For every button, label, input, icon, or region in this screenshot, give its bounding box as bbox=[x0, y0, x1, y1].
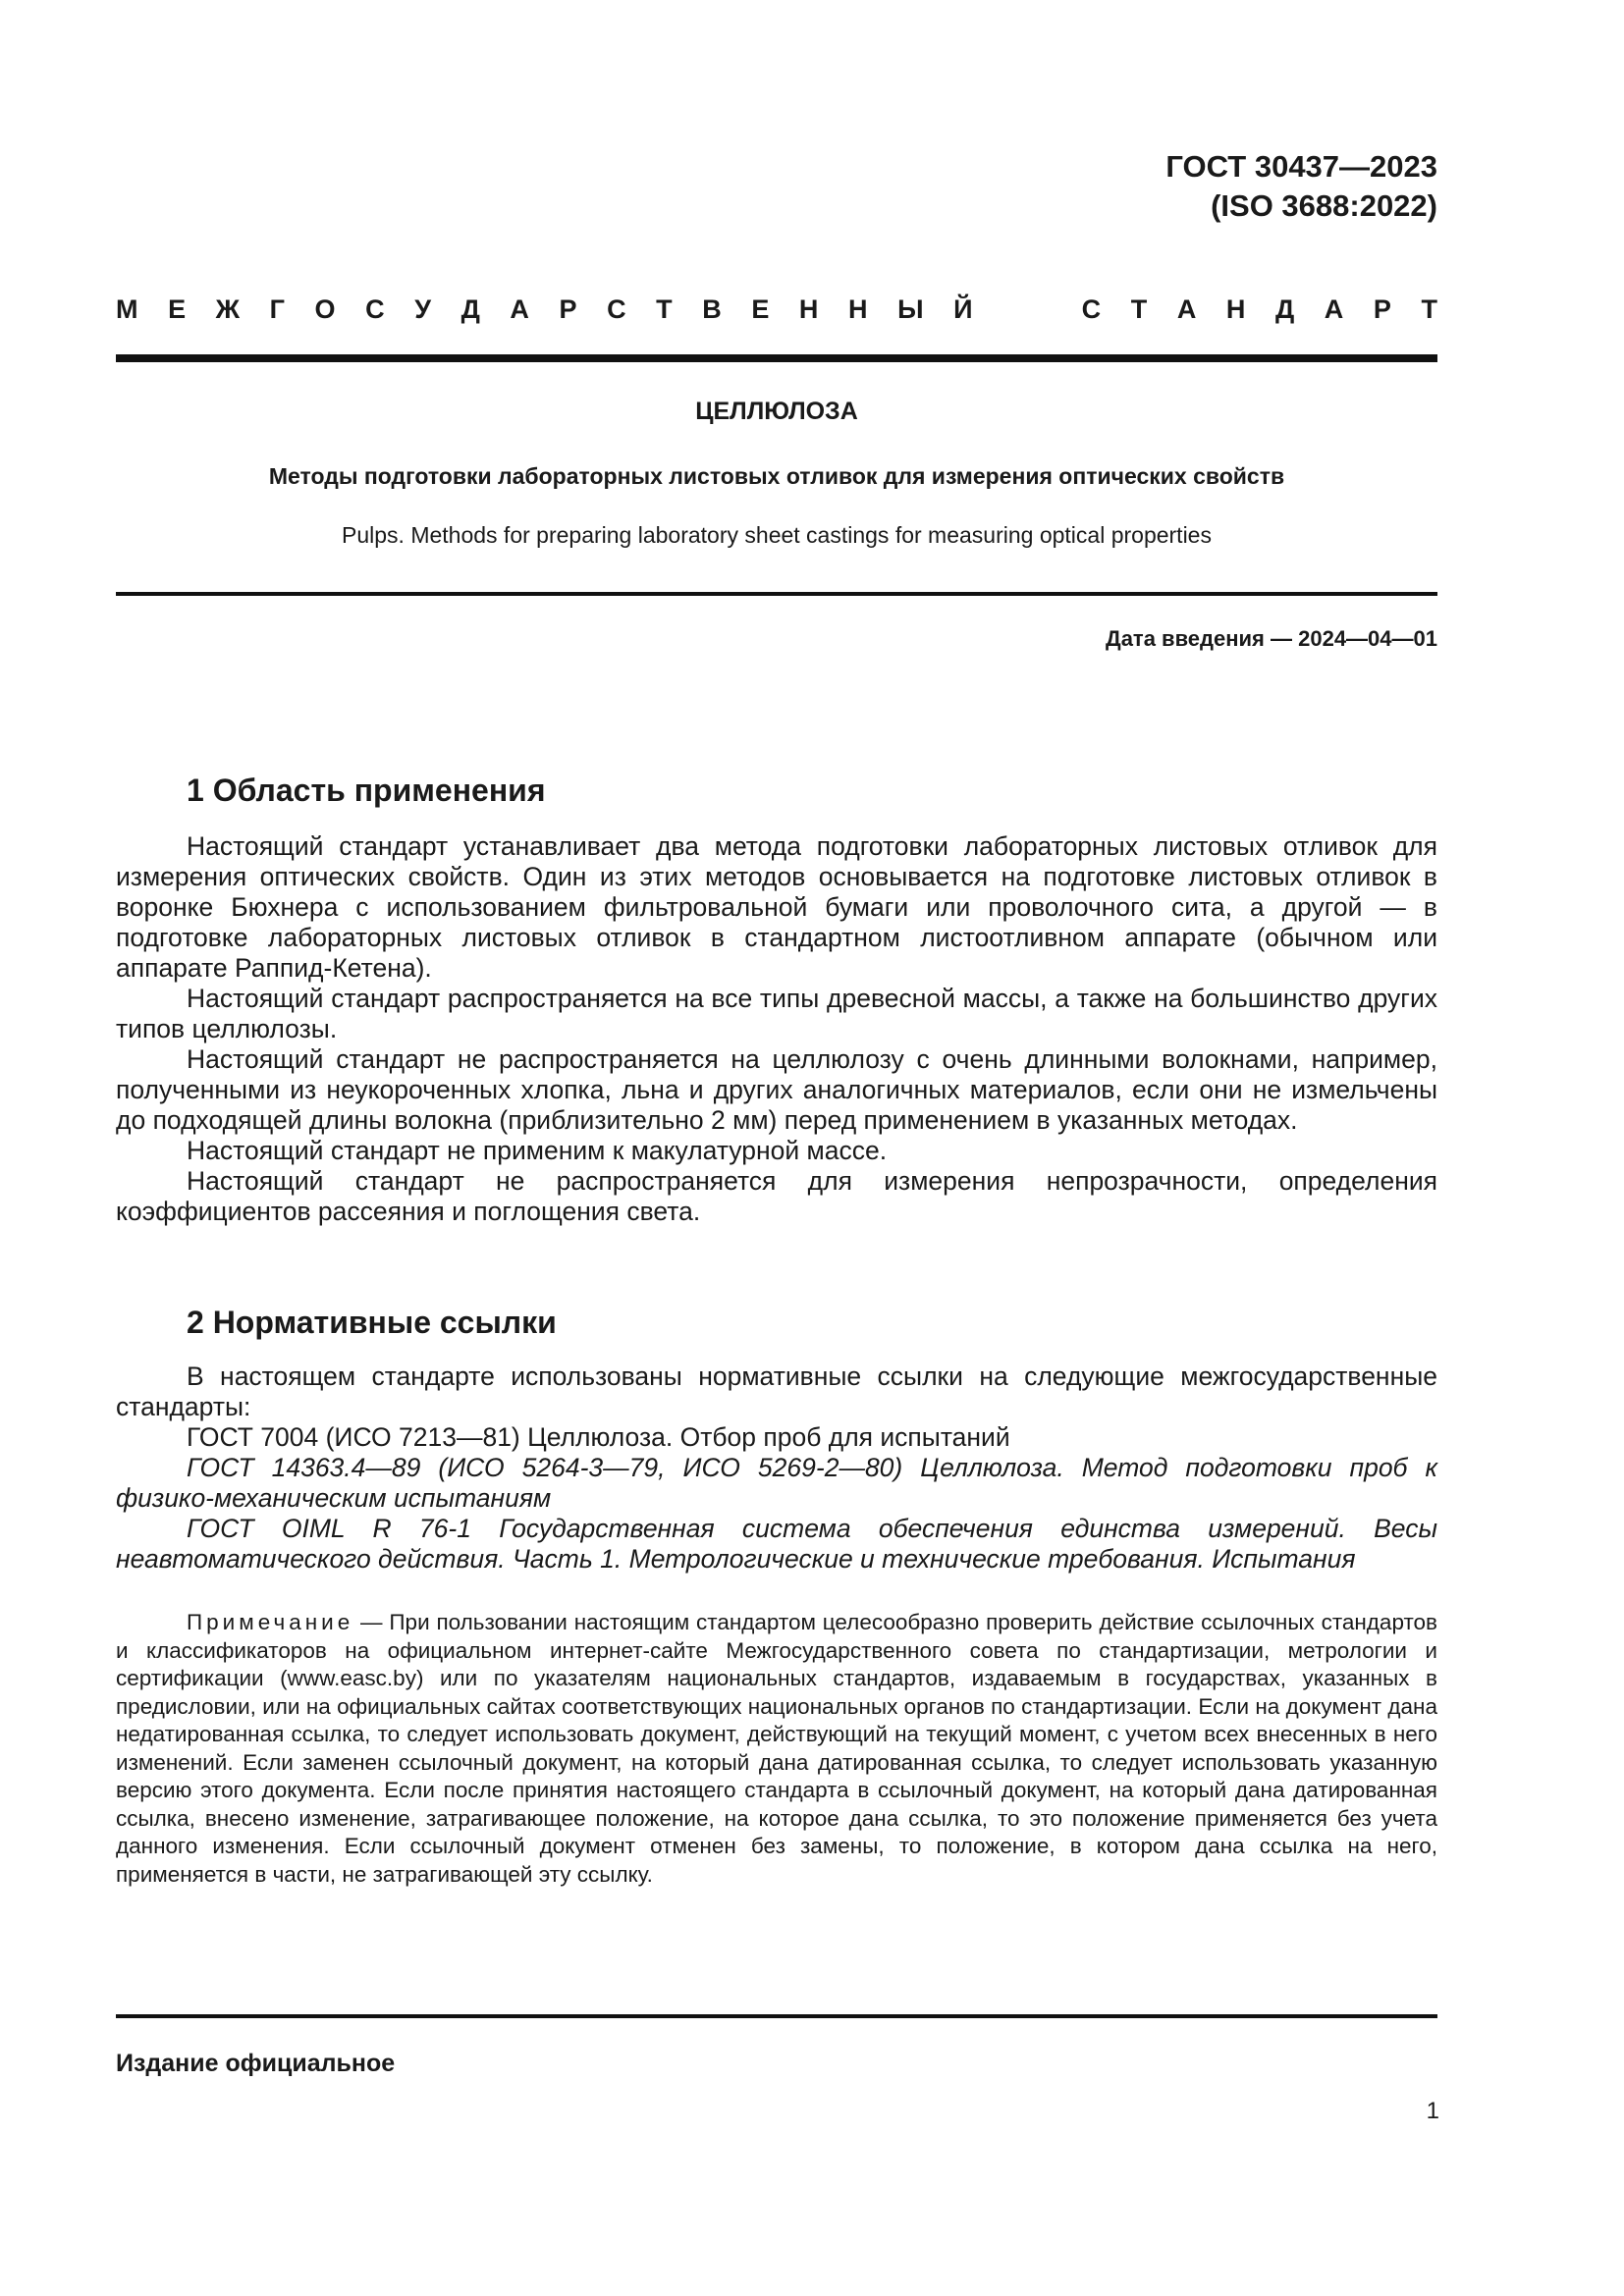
banner-letter: Й bbox=[953, 294, 973, 324]
note-block bbox=[116, 1609, 1437, 1889]
banner-letter: Е bbox=[751, 294, 770, 324]
page-number: 1 bbox=[1426, 2098, 1439, 2124]
section-1-paragraph: Настоящий стандарт устанавливает два метода подготовки лабораторных листовых отливок для измерения оптических свойств. Один из этих методов основывается на подготовке листовых отливок в воронке Бюхнера с использованием фильтровальной бумаги или проволочного сита, а другой — в подготовке лабораторных листовых отливок в стандартном листоотливном аппарате (обычном или аппарате Раппид-Кетена). bbox=[116, 831, 1437, 983]
banner-letter: Н bbox=[798, 294, 819, 324]
banner-letter: Р bbox=[1373, 294, 1391, 324]
header-rule bbox=[116, 354, 1437, 362]
note-text: — При пользовании настоящим стандартом целесообразно проверить действие ссылочных стандартов и классификаторов на официальном интернет-сайте Межгосударственного совета по стандартизации, метрологии и сертификации (www.easc.by) или по указателям национальных стандартов, издаваемым в государствах, указанных в предисловии, или на официальных сайтах соответствующих национальных органов по стандартизации. Если на документ дана недатированная ссылка, то следует использовать документ, действующий на текущий момент, с учетом всех внесенных в него изменений. Если заменен ссылочный документ, на который дана датированная ссылка, то следует использовать указанную версию этого документа. Если после принятия настоящего стандарта в ссылочный документ, на который дана датированная ссылка, внесено изменение, затрагивающее положение, на которое дана ссылка, то это положение применяется без учета данного изменения. Если ссылочный документ отменен без замены, то положение, в котором дана ссылка на него, применяется в части, не затрагивающей эту ссылку. bbox=[116, 1610, 1437, 1887]
banner-letter: Ж bbox=[215, 294, 241, 324]
section-2-heading: 2 Нормативные ссылки bbox=[187, 1305, 557, 1340]
banner-letter: Е bbox=[168, 294, 187, 324]
section-2 bbox=[116, 1303, 1437, 1575]
iso-code: (ISO 3688:2022) bbox=[1211, 188, 1437, 223]
banner-letter: М bbox=[116, 294, 138, 324]
banner-word-gap bbox=[1002, 293, 1052, 326]
banner-letter: Н bbox=[848, 294, 868, 324]
title-rule bbox=[116, 592, 1437, 596]
banner-letter: А bbox=[1176, 294, 1197, 324]
banner-letter: С bbox=[1081, 294, 1102, 324]
document-title: ЦЕЛЛЮЛОЗА bbox=[695, 398, 858, 425]
edition-label: Издание официальное bbox=[116, 2050, 396, 2077]
section-1-heading: 1 Область применения bbox=[187, 773, 546, 808]
banner-letter: Г bbox=[269, 294, 285, 324]
banner-letter: Т bbox=[1130, 294, 1148, 324]
banner-letter: Д bbox=[1274, 294, 1295, 324]
standard-designation bbox=[1165, 147, 1437, 226]
note-label: Примечание bbox=[187, 1610, 354, 1634]
section-1-paragraph: Настоящий стандарт не распространяется на целлюлозу с очень длинными волокнами, например, полученными из неукороченных хлопка, льна и других аналогичных материалов, если они не измельчены до подходящей длины волокна (приблизительно 2 мм) перед применением в указанных методах. bbox=[116, 1044, 1437, 1135]
reference-item: ГОСТ 14363.4—89 (ИСО 5264-3—79, ИСО 5269-2—80) Целлюлоза. Метод подготовки проб к физико-механическим испытаниям bbox=[116, 1453, 1437, 1513]
footer-rule bbox=[116, 2014, 1437, 2018]
reference-item: ГОСТ OIML R 76-1 Государственная система обеспечения единства измерений. Весы неавтоматического действия. Часть 1. Метрологические и технические требования. Испытания bbox=[116, 1514, 1437, 1574]
section-1-paragraph: Настоящий стандарт распространяется на все типы древесной массы, а также на большинство других типов целлюлозы. bbox=[116, 984, 1437, 1043]
reference-item: ГОСТ 7004 (ИСО 7213—81) Целлюлоза. Отбор проб для испытаний bbox=[187, 1422, 1010, 1452]
standard-code: ГОСТ 30437—2023 bbox=[1165, 149, 1437, 184]
banner-letter: О bbox=[314, 294, 336, 324]
document-subtitle: Методы подготовки лабораторных листовых отливок для измерения оптических свойств bbox=[268, 463, 1285, 489]
banner-letter: Т bbox=[656, 294, 673, 324]
banner-letter: Р bbox=[559, 294, 577, 324]
english-title: Pulps. Methods for preparing laboratory sheet castings for measuring optical properties bbox=[342, 522, 1212, 548]
section-1-paragraph: Настоящий стандарт не распространяется для измерения непрозрачности, определения коэффициентов рассеяния и поглощения света. bbox=[116, 1166, 1437, 1226]
banner-letter: С bbox=[365, 294, 385, 324]
section-1-paragraph: Настоящий стандарт не применим к макулатурной массе. bbox=[187, 1136, 888, 1165]
section-1 bbox=[116, 771, 1437, 1227]
banner-letter: У bbox=[414, 294, 432, 324]
banner-letter: Д bbox=[460, 294, 480, 324]
banner-letter: Н bbox=[1225, 294, 1246, 324]
introduction-date: Дата введения — 2024—04—01 bbox=[1106, 626, 1437, 651]
interstate-standard-banner bbox=[116, 293, 1437, 326]
banner-letter: А bbox=[1324, 294, 1344, 324]
banner-letter: В bbox=[702, 294, 722, 324]
banner-letter: С bbox=[607, 294, 626, 324]
banner-letter: А bbox=[510, 294, 529, 324]
banner-letter: Ы bbox=[897, 294, 924, 324]
section-2-intro: В настоящем стандарте использованы нормативные ссылки на следующие межгосударственные стандарты: bbox=[116, 1362, 1437, 1421]
banner-letter: Т bbox=[1421, 294, 1437, 324]
